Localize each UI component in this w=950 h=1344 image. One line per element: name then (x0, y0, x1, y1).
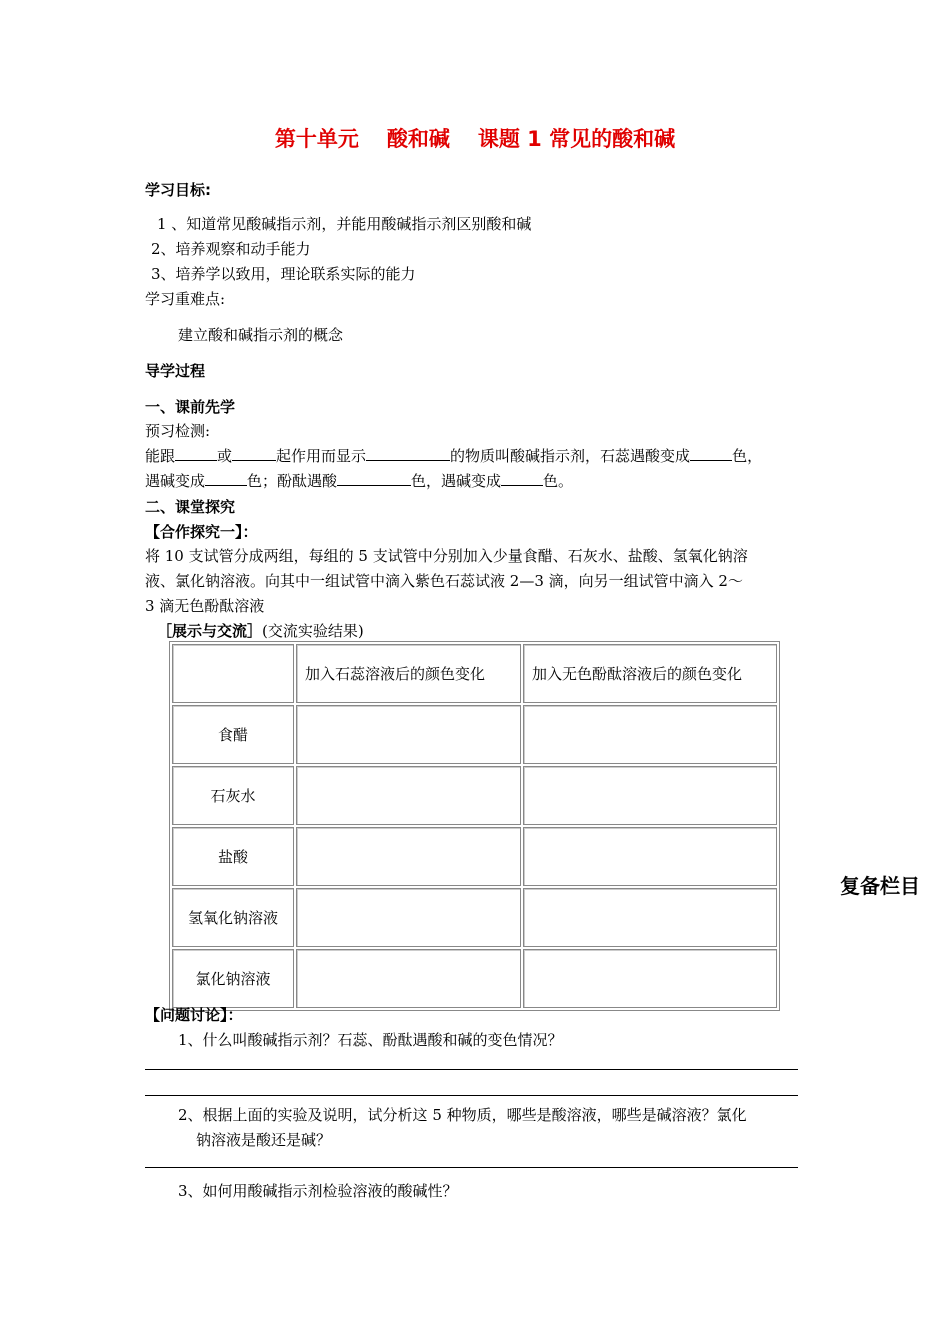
answer-cell[interactable] (296, 705, 521, 764)
answer-blank[interactable] (205, 471, 247, 486)
answer-cell[interactable] (296, 888, 521, 947)
sidebar-label: 复备栏目 (840, 874, 920, 898)
question-2-line-1: 2、根据上面的实验及说明，试分析这 5 种物质，哪些是酸溶液，哪些是碱溶液？氯化 (178, 1106, 747, 1124)
answer-cell[interactable] (523, 949, 777, 1008)
goal-item-1: 1 、知道常见酸碱指示剂，并能用酸碱指示剂区别酸和碱 (157, 215, 532, 233)
answer-line[interactable] (145, 1167, 798, 1168)
exchange-label: ［展示与交流］(交流实验结果) (157, 622, 364, 640)
table-row (172, 888, 777, 947)
title-topic: 酸和碱 (386, 127, 450, 151)
results-table (169, 641, 780, 1011)
answer-blank[interactable] (175, 446, 217, 461)
row-label: 氢氧化钠溶液 (172, 888, 294, 947)
answer-cell[interactable] (296, 766, 521, 825)
fill-in-line-1: 能跟 或 起作用而显示 的物质叫酸碱指示剂，石蕊遇酸变成 色， (145, 447, 763, 465)
key-points-text: 建立酸和碱指示剂的概念 (178, 326, 344, 344)
table-row (172, 949, 777, 1008)
procedure-line-3: 3 滴无色酚酞溶液 (145, 597, 265, 615)
procedure-line-2: 液、氯化钠溶液。向其中一组试管中滴入紫色石蕊试液 2—3 滴，向另一组试管中滴入 2～ (145, 572, 743, 590)
goal-item-2: 2、培养观察和动手能力 (151, 240, 311, 258)
table-row (172, 827, 777, 886)
answer-cell[interactable] (523, 705, 777, 764)
table-row (172, 766, 777, 825)
question-3: 3、如何用酸碱指示剂检验溶液的酸碱性？ (178, 1182, 458, 1200)
key-points-heading: 学习重难点: (145, 290, 226, 308)
answer-cell[interactable] (523, 766, 777, 825)
row-label: 石灰水 (172, 766, 294, 825)
table-header-cell (172, 644, 294, 703)
question-2-line-2: 钠溶液是酸还是碱？ (196, 1131, 332, 1149)
guide-heading: 导学过程 (145, 362, 206, 380)
page-title (0, 123, 950, 153)
section2-heading: 二、课堂探究 (145, 498, 236, 516)
discussion-heading: 【问题讨论】： (145, 1006, 243, 1024)
answer-line[interactable] (145, 1069, 798, 1070)
answer-blank[interactable] (232, 446, 276, 461)
title-lesson: 课题 1 常见的酸和碱 (477, 127, 676, 151)
goal-item-3: 3、培养学以致用，理论联系实际的能力 (151, 265, 416, 283)
answer-blank[interactable] (366, 446, 450, 461)
answer-blank[interactable] (501, 471, 543, 486)
preview-check-label: 预习检测: (145, 422, 211, 440)
answer-cell[interactable] (296, 827, 521, 886)
table-header-row (172, 644, 777, 703)
fill-in-line-2: 遇碱变成 色；酚酞遇酸 色，遇碱变成 色。 (145, 472, 574, 490)
answer-cell[interactable] (296, 949, 521, 1008)
row-label: 食醋 (172, 705, 294, 764)
row-label: 盐酸 (172, 827, 294, 886)
table-row (172, 705, 777, 764)
answer-line[interactable] (145, 1095, 798, 1096)
answer-cell[interactable] (523, 888, 777, 947)
answer-blank[interactable] (690, 446, 732, 461)
question-1: 1、什么叫酸碱指示剂？石蕊、酚酞遇酸和碱的变色情况？ (178, 1031, 563, 1049)
table-header-cell: 加入无色酚酞溶液后的颜色变化 (523, 644, 777, 703)
procedure-line-1: 将 10 支试管分成两组，每组的 5 支试管中分别加入少量食醋、石灰水、盐酸、氢氧化钠溶 (145, 547, 748, 565)
title-unit: 第十单元 (274, 127, 359, 151)
goals-heading: 学习目标: (145, 181, 211, 199)
row-label: 氯化钠溶液 (172, 949, 294, 1008)
table-header-cell: 加入石蕊溶液后的颜色变化 (296, 644, 521, 703)
section1-heading: 一、课前先学 (145, 398, 236, 416)
coop-heading: 【合作探究一】： (145, 523, 258, 541)
answer-blank[interactable] (337, 471, 411, 486)
answer-cell[interactable] (523, 827, 777, 886)
